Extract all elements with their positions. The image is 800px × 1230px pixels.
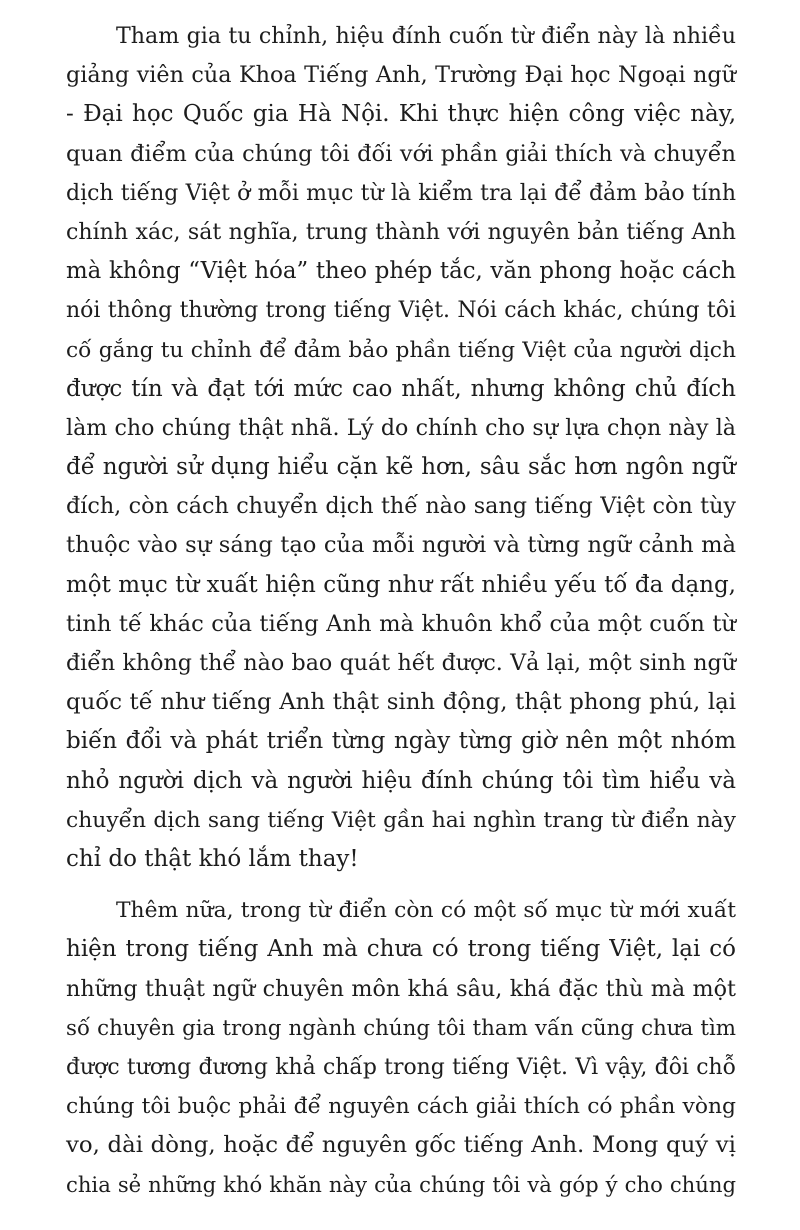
text-line: số chuyên gia trong ngành chúng tôi tham vấn cũng chưa tìm: [66, 1015, 736, 1041]
text-line: quan điểm của chúng tôi đối với phần giải thích và chuyển: [66, 140, 736, 167]
text-line: Tham gia tu chỉnh, hiệu đính cuốn từ điển này là nhiều: [116, 23, 736, 49]
text-line: biến đổi và phát triển từng ngày từng giờ nên một nhóm: [66, 728, 736, 755]
text-line: - Đại học Quốc gia Hà Nội. Khi thực hiện công việc này,: [66, 101, 736, 128]
text-line: Thêm nữa, trong từ điển còn có một số mục từ mới xuất: [116, 898, 736, 924]
text-line: giảng viên của Khoa Tiếng Anh, Trường Đại học Ngoại ngữ: [66, 62, 736, 89]
text-line: để người sử dụng hiểu cặn kẽ hơn, sâu sắc hơn ngôn ngữ: [66, 454, 736, 481]
text-line: điển không thể nào bao quát hết được. Vả lại, một sinh ngữ: [66, 650, 736, 676]
text-line: chuyển dịch sang tiếng Việt gần hai nghìn trang từ điển này: [66, 807, 736, 833]
text-line: cố gắng tu chỉnh để đảm bảo phần tiếng Việt của người dịch: [66, 337, 736, 363]
text-line: một mục từ xuất hiện cũng như rất nhiều yếu tố đa dạng,: [66, 571, 736, 598]
text-line: chỉ do thật khó lắm thay!: [66, 845, 359, 872]
text-line: được tín và đạt tới mức cao nhất, nhưng không chủ đích: [66, 375, 736, 402]
text-line: hiện trong tiếng Anh mà chưa có trong tiếng Việt, lại có: [66, 936, 736, 963]
text-line: làm cho chúng thật nhã. Lý do chính cho sự lựa chọn này là: [66, 414, 736, 441]
text-line: thuộc vào sự sáng tạo của mỗi người và từng ngữ cảnh mà: [66, 532, 736, 559]
text-line: chúng tôi buộc phải để nguyên cách giải thích có phần vòng: [66, 1094, 736, 1120]
text-line: nói thông thường trong tiếng Việt. Nói cách khác, chúng tôi: [66, 298, 736, 324]
text-line: nhỏ người dịch và người hiệu đính chúng tôi tìm hiểu và: [66, 767, 736, 794]
text-line: mà không “Việt hóa” theo phép tắc, văn phong hoặc cách: [66, 258, 736, 285]
document-page: [66, 17, 736, 1205]
text-line: chia sẻ những khó khăn này của chúng tôi và góp ý cho chúng: [66, 1172, 736, 1198]
text-line: quốc tế như tiếng Anh thật sinh động, thật phong phú, lại: [66, 689, 736, 716]
text-line: dịch tiếng Việt ở mỗi mục từ là kiểm tra lại để đảm bảo tính: [66, 180, 736, 206]
text-line: tinh tế khác của tiếng Anh mà khuôn khổ của một cuốn từ: [66, 610, 736, 637]
text-line: những thuật ngữ chuyên môn khá sâu, khá đặc thù mà một: [66, 975, 736, 1002]
text-line: vo, dài dòng, hoặc để nguyên gốc tiếng Anh. Mong quý vị: [66, 1132, 736, 1159]
paragraph-2: [66, 891, 736, 1205]
text-line: đích, còn cách chuyển dịch thế nào sang tiếng Việt còn tùy: [66, 493, 736, 520]
text-line: được tương đương khả chấp trong tiếng Việt. Vì vậy, đôi chỗ: [66, 1054, 736, 1080]
paragraph-1: [66, 17, 736, 879]
text-line: chính xác, sát nghĩa, trung thành với nguyên bản tiếng Anh: [66, 218, 736, 245]
